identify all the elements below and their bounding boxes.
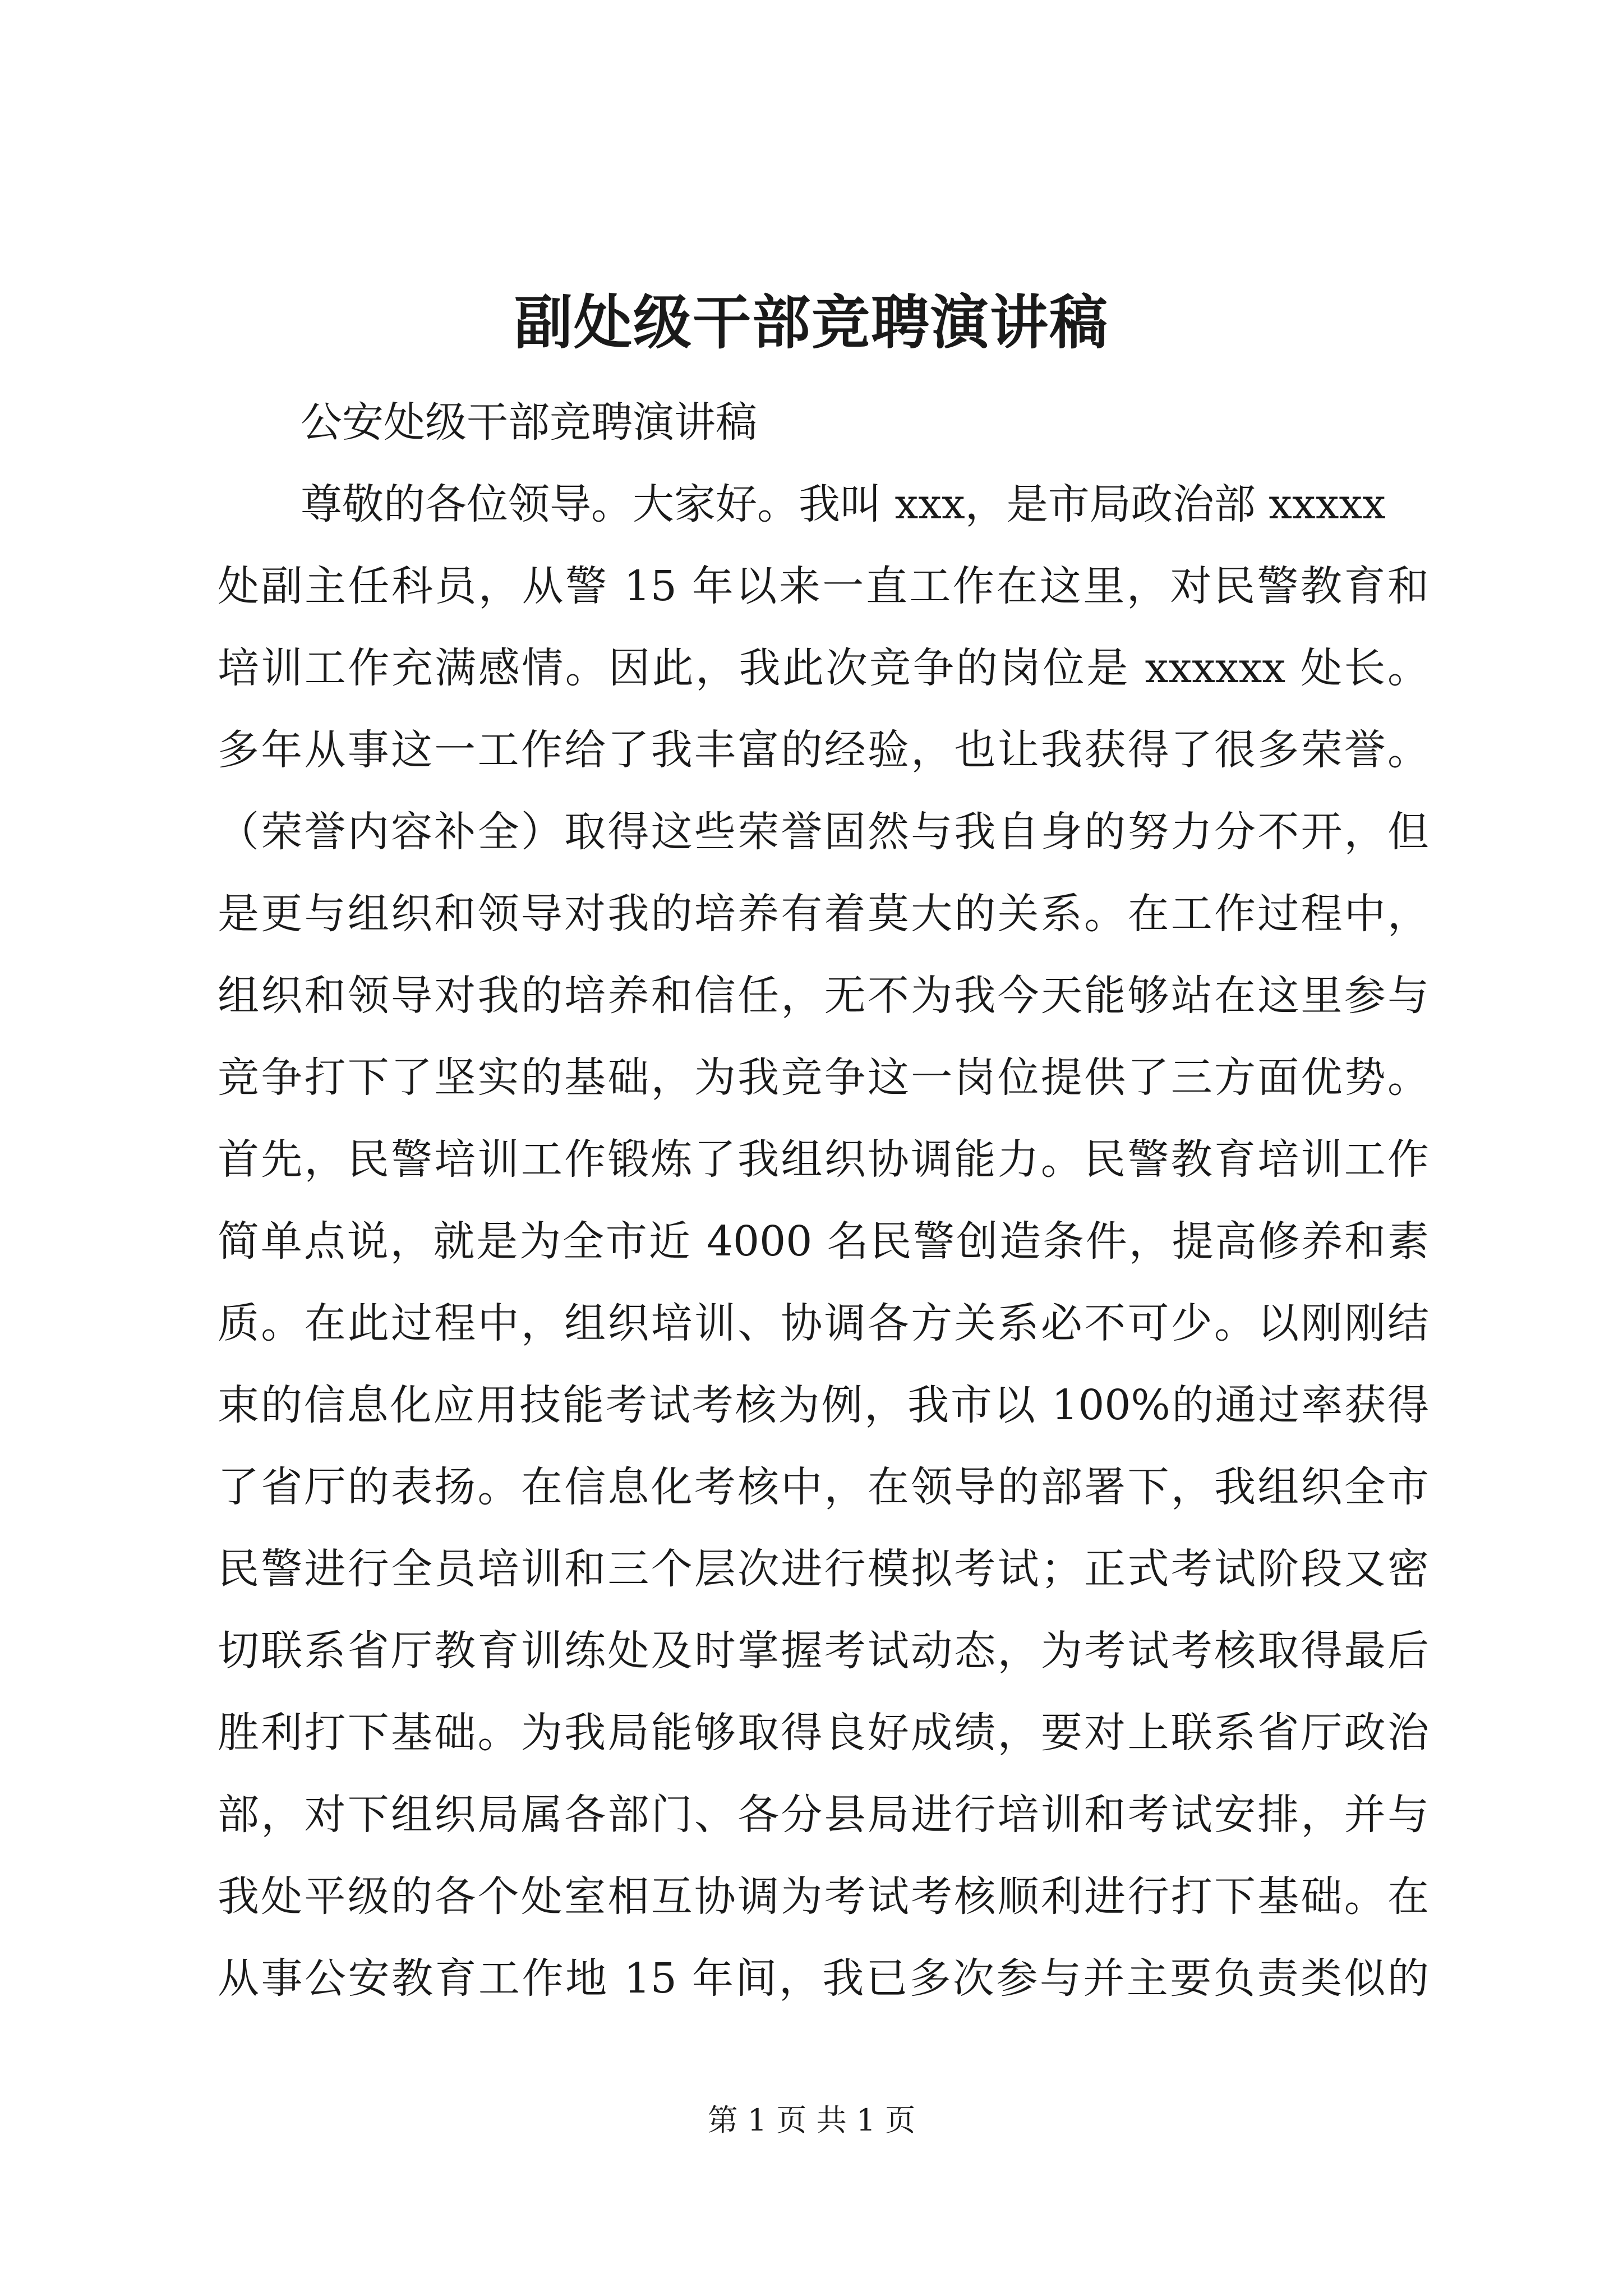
paragraph-line: 简单点说，就是为全市近 4000 名民警创造条件，提高修养和素 (218, 1217, 1429, 1266)
subtitle-line: 公安处级干部竞聘演讲稿 (301, 398, 757, 447)
paragraph-line: 胜利打下基础。为我局能够取得良好成绩，要对上联系省厅政治 (218, 1709, 1429, 1757)
paragraph-line: 培训工作充满感情。因此，我此次竞争的岗位是 xxxxxx 处长。 (218, 644, 1429, 692)
document-title: 副处级干部竞聘演讲稿 (514, 288, 1109, 357)
paragraph-line: 束的信息化应用技能考试考核为例，我市以 100%的通过率获得 (218, 1381, 1429, 1429)
paragraph-line: 处副主任科员，从警 15 年以来一直工作在这里，对民警教育和 (218, 562, 1429, 610)
paragraph-line: 了省厅的表扬。在信息化考核中，在领导的部署下，我组织全市 (218, 1463, 1429, 1511)
paragraph-line: 竞争打下了坚实的基础，为我竞争这一岗位提供了三方面优势。 (218, 1053, 1429, 1102)
page-footer: 第 1 页 共 1 页 (707, 2102, 916, 2138)
paragraph-line: 我处平级的各个处室相互协调为考试考核顺利进行打下基础。在 (218, 1872, 1429, 1921)
paragraph-line: 多年从事这一工作给了我丰富的经验，也让我获得了很多荣誉。 (218, 726, 1429, 774)
paragraph-line: （荣誉内容补全）取得这些荣誉固然与我自身的努力分不开，但 (218, 808, 1429, 856)
paragraph-line: 质。在此过程中，组织培训、协调各方关系必不可少。以刚刚结 (218, 1299, 1429, 1347)
paragraph-line: 是更与组织和领导对我的培养有着莫大的关系。在工作过程中， (218, 890, 1429, 938)
document-body (218, 381, 1429, 2019)
paragraph-line: 民警进行全员培训和三个层次进行模拟考试；正式考试阶段又密 (218, 1545, 1429, 1593)
paragraph-line: 切联系省厅教育训练处及时掌握考试动态，为考试考核取得最后 (218, 1627, 1429, 1675)
paragraph-line: 首先，民警培训工作锻炼了我组织协调能力。民警教育培训工作 (218, 1135, 1429, 1184)
paragraph-line: 从事公安教育工作地 15 年间，我已多次参与并主要负责类似的 (218, 1954, 1429, 2003)
paragraph-line: 部，对下组织局属各部门、各分县局进行培训和考试安排，并与 (218, 1791, 1429, 1839)
paragraph-line: 组织和领导对我的培养和信任，无不为我今天能够站在这里参与 (218, 972, 1429, 1020)
paragraph-line: 尊敬的各位领导。大家好。我叫 xxx，是市局政治部 xxxxx (301, 480, 1386, 528)
